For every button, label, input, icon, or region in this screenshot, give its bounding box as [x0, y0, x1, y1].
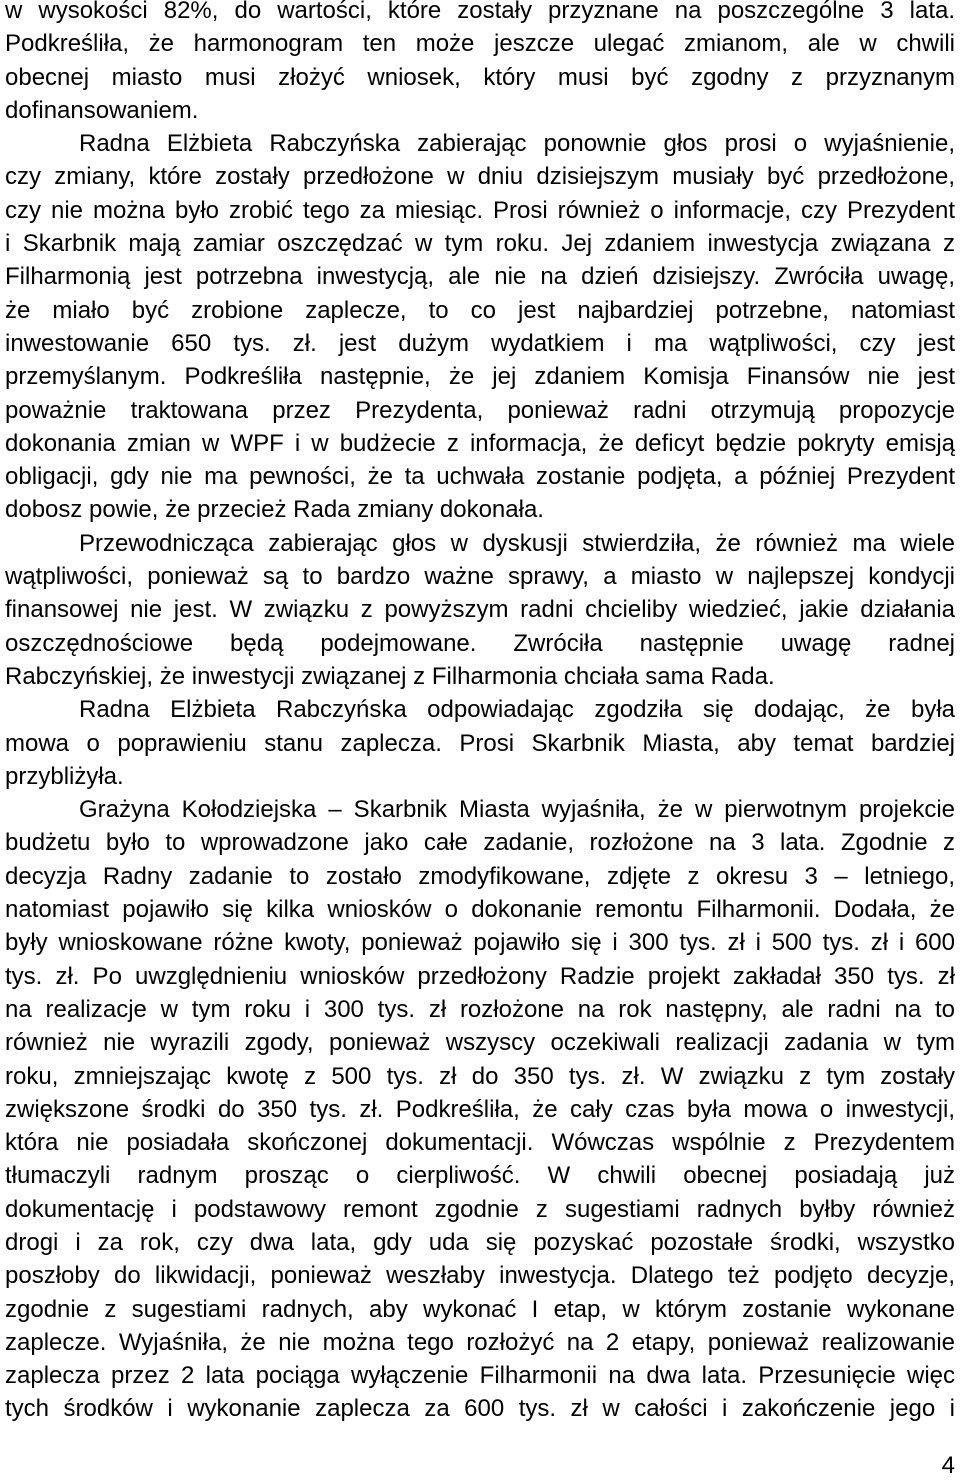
text-line: tych środków i wykonanie zaplecza za 600 tys. zł w całości i zakończenie jego i — [5, 1395, 955, 1423]
text-line: na realizacje w tym roku i 300 tys. zł rozłożone na rok następny, ale radni na to — [5, 995, 955, 1023]
text-line: przemyślanym. Podkreśliła następnie, że jej zdaniem Komisja Finansów nie jest — [5, 363, 955, 391]
text-line: Radna Elżbieta Rabczyńska odpowiadając zgodziła się dodając, że była — [79, 696, 955, 724]
text-line: roku, zmniejszając kwotę z 500 tys. zł do 350 tys. zł. W związku z tym zostały — [5, 1062, 955, 1090]
paragraph-councillor-rabczynska-question — [5, 127, 955, 527]
text-line: tys. zł. Po uwzględnieniu wniosków przedłożony Radzie projekt zakładał 350 tys. zł — [5, 962, 955, 990]
text-line: czy zmiany, które zostały przedłożone w dniu dzisiejszym musiały być przedłożone, — [5, 163, 955, 191]
text-line: tłumaczyli radnym prosząc o cierpliwość. W chwili obecnej posiadają już — [5, 1162, 955, 1190]
page-number: 4 — [941, 1452, 955, 1479]
text-line: obligacji, gdy nie ma pewności, że ta uchwała zostanie podjęta, a później Prezydent — [5, 463, 955, 491]
text-line: przybliżyła. — [5, 762, 124, 790]
text-line: finansowej nie jest. W związku z powyższym radni chcieliby wiedzieć, jakie działania — [5, 596, 955, 624]
text-line: Rabczyńskiej, że inwestycji związanej z Filharmonia chciała sama Rada. — [5, 662, 775, 690]
text-line: Radna Elżbieta Rabczyńska zabierając ponownie głos prosi o wyjaśnienie, — [79, 130, 955, 158]
text-line: inwestowanie 650 tys. zł. jest dużym wydatkiem i ma wątpliwości, czy jest — [5, 329, 955, 357]
paragraph-treasurer-explanation — [5, 793, 955, 1426]
text-line: poszłoby do likwidacji, ponieważ weszłaby inwestycja. Dlatego też podjęto decyzje, — [5, 1262, 955, 1290]
text-line: dofinansowaniem. — [5, 96, 199, 124]
text-line: natomiast pojawiło się kilka wniosków o dokonanie remontu Filharmonii. Dodała, że — [5, 896, 955, 924]
paragraph-chairwoman-remarks — [5, 527, 955, 693]
text-line: dokumentację i podstawowy remont zgodnie z sugestiami radnych byłby również — [5, 1195, 955, 1223]
text-line: czy nie można było zrobić tego za miesiąc. Prosi również o informacje, czy Prezydent — [5, 196, 955, 224]
text-line: zaplecze. Wyjaśniła, że nie można tego rozłożyć na 2 etapy, ponieważ realizowanie — [5, 1328, 955, 1356]
text-line: oszczędnościowe będą podejmowane. Zwróciła następnie uwagę radnej — [5, 629, 955, 657]
text-line: i Skarbnik mają zamiar oszczędzać w tym roku. Jej zdaniem inwestycja związana z — [5, 230, 955, 258]
text-line: decyzja Radny zadanie to zostało zmodyfikowane, zdjęte z okresu 3 – letniego, — [5, 862, 955, 890]
text-line: Filharmonią jest potrzebna inwestycją, ale nie na dzień dzisiejszy. Zwróciła uwagę, — [5, 263, 955, 291]
text-line: drogi i za rok, czy dwa lata, gdy uda się pozyskać pozostałe środki, wszystko — [5, 1228, 955, 1256]
text-line: były wnioskowane różne kwoty, ponieważ pojawiło się i 300 tys. zł i 500 tys. zł i 600 — [5, 929, 955, 957]
text-line: zgodnie z sugestiami radnych, aby wykonać I etap, w którym zostanie wykonane — [5, 1295, 955, 1323]
text-line: dobosz powie, że przecież Rada zmiany dokonała. — [5, 496, 544, 524]
paragraph-continued-from-previous-page — [5, 0, 955, 127]
text-line: która nie posiadała skończonej dokumentacji. Wówczas wspólnie z Prezydentem — [5, 1129, 955, 1157]
text-line: mowa o poprawieniu stanu zaplecza. Prosi Skarbnik Miasta, aby temat bardziej — [5, 729, 955, 757]
paragraph-councillor-rabczynska-reply — [5, 693, 955, 793]
text-line: w wysokości 82%, do wartości, które zostały przyznane na poszczególne 3 lata. — [5, 0, 955, 24]
text-line: dokonania zmian w WPF i w budżecie z informacja, że deficyt będzie pokryty emisją — [5, 429, 955, 457]
text-line: Podkreśliła, że harmonogram ten może jeszcze ulegać zmianom, ale w chwili — [5, 30, 955, 58]
text-line: wątpliwości, ponieważ są to bardzo ważne sprawy, a miasto w najlepszej kondycji — [5, 563, 955, 591]
text-line: obecnej miasto musi złożyć wniosek, który musi być zgodny z przyznanym — [5, 63, 955, 91]
text-line: że miało być zrobione zaplecze, to co jest najbardziej potrzebne, natomiast — [5, 296, 955, 324]
document-body — [5, 0, 955, 1426]
text-line: zwiększone środki do 350 tys. zł. Podkreśliła, że cały czas była mowa o inwestycji, — [5, 1095, 955, 1123]
text-line: również nie wyrazili zgody, ponieważ wszyscy oczekiwali realizacji zadania w tym — [5, 1029, 955, 1057]
text-line: zaplecza przez 2 lata pociąga wyłączenie Filharmonii na dwa lata. Przesunięcie więc — [5, 1362, 955, 1390]
text-line: poważnie traktowana przez Prezydenta, ponieważ radni otrzymują propozycje — [5, 396, 955, 424]
text-line: Grażyna Kołodziejska – Skarbnik Miasta wyjaśniła, że w pierwotnym projekcie — [79, 796, 955, 824]
text-line: budżetu było to wprowadzone jako całe zadanie, rozłożone na 3 lata. Zgodnie z — [5, 829, 955, 857]
text-line: Przewodnicząca zabierając głos w dyskusji stwierdziła, że również ma wiele — [79, 529, 955, 557]
